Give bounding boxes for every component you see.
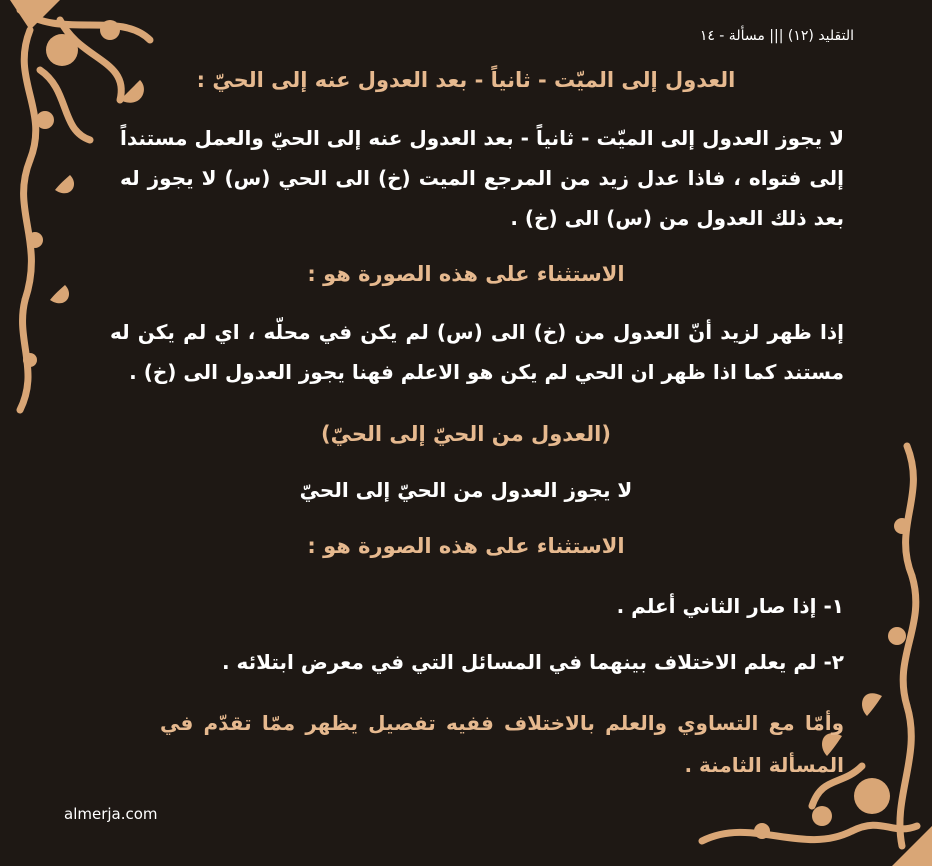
section1-body: لا يجوز العدول إلى الميّت - ثانياً - بعد العدول عنه إلى الحيّ والعمل مستنداً إلى فتواه ، فاذا عدل زيد من المرجع الميت (خ) الى الحي (س) لا يجوز له بعد ذلك العدول من (س) الى (خ) . bbox=[120, 126, 844, 230]
section3-body: لا يجوز العدول من الحيّ إلى الحيّ bbox=[299, 478, 633, 502]
closing-note: وأمّا مع التساوي والعلم بالاختلاف ففيه تفصيل يظهر ممّا تقدّم في المسألة الثامنة . bbox=[160, 711, 844, 777]
section1-title: العدول إلى الميّت - ثانياً - بعد العدول عنه إلى الحيّ : bbox=[196, 68, 736, 92]
section2-body: إذا ظهر لزيد أنّ العدول من (خ) الى (س) لم يكن في محلّه ، اي لم يكن له مستند كما اذا ظهر ان الحي لم يكن هو الاعلم فهنا يجوز العدول الى (خ) . bbox=[110, 320, 844, 384]
page-header: التقليد (١٢) ||| مسألة - ١٤ bbox=[699, 28, 854, 44]
list-item-2: ٢- لم يعلم الاختلاف بينهما في المسائل التي في معرض ابتلائه . bbox=[221, 650, 844, 674]
site-watermark: almerja.com bbox=[64, 805, 158, 823]
list-item-1: ١- إذا صار الثاني أعلم . bbox=[616, 594, 844, 618]
section3-title: (العدول من الحيّ إلى الحيّ) bbox=[321, 422, 611, 446]
section2-title: الاستثناء على هذه الصورة هو : bbox=[307, 262, 625, 286]
section4-title: الاستثناء على هذه الصورة هو : bbox=[307, 534, 625, 558]
